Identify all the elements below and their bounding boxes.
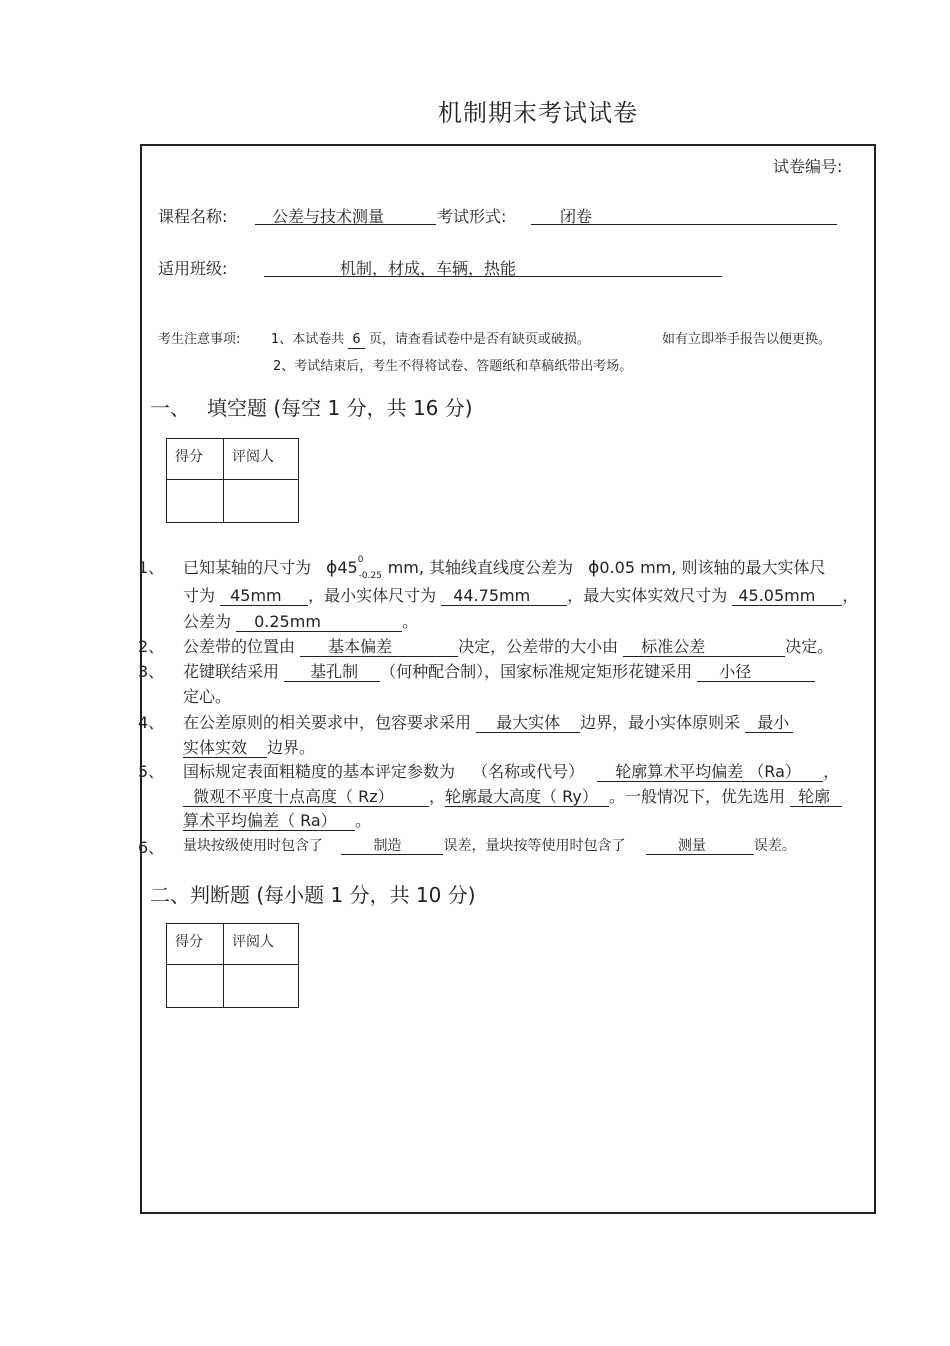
q4-answer-2-part2: 实体实效 [183,739,267,758]
q4-post: 边界。 [267,738,316,757]
q5-answer-4-part2: 算术平均偏差（ Ra） [183,812,355,831]
q3-line2: 定心。 [183,687,232,706]
q1-number: 1、 [138,558,165,577]
q4-answer-1: 最大实体 [476,714,580,733]
q3-pre: 花键联结采用 [183,662,280,681]
exam-form-value: 闭卷 [560,207,593,226]
q1-line2-end: ， [842,586,859,605]
q3-line1 [183,659,815,682]
grade-score-label: 得分 [175,449,203,465]
notes-pages: 6 [348,333,364,349]
notes-line1-pre: 1、本试卷共 [271,332,345,347]
q1-pre: 已知某轴的尺寸为 [183,558,312,577]
q6-line [183,835,796,855]
course-value: 公差与技术测量 [272,207,385,226]
phi-symbol: ϕ [326,558,338,578]
q4-mid: 边界，最小实体原则采 [580,713,741,732]
q6-answer-2: 测量 [646,838,754,855]
page-title: 机制期末考试试卷 [438,99,638,127]
q1-answer-virtual-size: 45.05mm [732,587,842,606]
q1-line2-mid2: ，最大实体实效尺寸为 [567,586,728,605]
q2-answer-1: 基本偏差 [300,638,458,657]
q2-answer-2: 标准公差 [623,638,785,657]
grade-score-cell [167,965,224,1008]
grade-reviewer-label: 评阅人 [232,449,274,465]
q2-mid: 决定，公差带的大小由 [458,637,619,656]
notes-line1-post: 页，请查看试卷中是否有缺页或破损。 [368,332,590,347]
q1-lower-tol: -0.25 [358,571,382,581]
q1-tol-val: 0.05 mm, [599,558,677,577]
q4-line2 [183,735,315,758]
q5-line3 [183,808,371,831]
section1-title: 填空题 (每空 1 分，共 16 分) [207,396,473,420]
q6-post: 误差。 [753,838,796,854]
notes-line1 [271,328,590,349]
q4-answer-2-part1: 最小 [745,714,793,733]
classes-label: 适用班级: [158,259,228,278]
q5-answer-1: 轮廓算术平均偏差 （Ra） [597,763,823,782]
q4-line1 [183,710,793,733]
exam-form-label: 考试形式: [437,207,507,226]
q1-line3 [183,609,418,632]
q1-answer-min-material: 44.75mm [441,587,567,606]
q5-answer-2: 微观不平度十点高度（ Rz） [183,788,429,807]
q5-answer-4-part1: 轮廓 [790,788,842,807]
q1-line2-pre: 寸为 [183,586,216,605]
q1-line1 [183,555,826,581]
q5-mid: 。一般情况下，优先选用 [609,787,786,806]
q5-pre: 国标规定表面粗糙度的基本评定参数为 [183,762,456,781]
q1-line3-pre: 公差为 [183,612,232,631]
q6-pre: 量块按级使用时包含了 [183,838,323,854]
q3-mid: （何种配合制），国家标准规定矩形花键采用 [380,662,693,681]
grade-reviewer-label: 评阅人 [232,934,274,950]
grade-score-cell [167,480,224,523]
q2-pre: 公差带的位置由 [183,637,296,656]
phi-symbol: ϕ [588,558,600,578]
notes-line1-tail: 如有立即举手报告以便更换。 [662,332,832,347]
section2-grade-box [166,923,299,1008]
q5-end: 。 [355,811,372,830]
q3-number: 3、 [138,662,165,681]
q3-answer-1: 基孔制 [284,663,380,682]
q5-number: 5、 [138,762,165,781]
q1-upper-tol: 0 [357,555,364,565]
q4-number: 4、 [138,713,165,732]
q1-line2-mid1: ，最小实体尺寸为 [308,586,437,605]
q5-paren: （名称或代号） [472,762,585,781]
q1-mid: 其轴线直线度公差为 [429,558,574,577]
section2-title: 二、判断题 (每小题 1 分，共 10 分) [150,883,476,907]
q5-comma: ， [823,762,840,781]
grade-reviewer-cell [224,480,299,523]
grade-score-label: 得分 [175,934,203,950]
q1-answer-tolerance: 0.25mm [236,613,402,632]
q5-line2: 微观不平度十点高度（ Rz） ，轮廓最大高度（ Ry） 。一般情况下，优先选用 轮廓 [183,784,842,807]
q3-answer-2: 小径 [697,663,815,682]
q6-number: 6、 [138,838,165,857]
q6-answer-1: 制造 [341,838,443,855]
q5-line1 [183,759,839,782]
notes-label: 考生注意事项: [158,332,241,347]
q6-mid: 误差，量块按等使用时包含了 [443,838,626,854]
q1-dim: 45 [337,558,358,577]
classes-value: 机制，材成，车辆，热能 [340,259,517,278]
q2-post: 决定。 [785,637,834,656]
q2-number: 2、 [138,637,165,656]
q1-post: 则该轴的最大实体尺 [681,558,826,577]
q1-line3-end: 。 [402,612,419,631]
grade-reviewer-cell [224,965,299,1008]
q4-pre: 在公差原则的相关要求中，包容要求采用 [183,713,472,732]
section1-grade-box [166,438,299,523]
q2-line [183,634,833,657]
q1-unit: mm, [387,558,424,577]
q5-answer-3: 轮廓最大高度（ Ry） [445,788,609,807]
notes-line2: 2、考试结束后，考生不得将试卷、答题纸和草稿纸带出考场。 [273,359,633,374]
q1-answer-max-material: 45mm [220,587,308,606]
q1-line2 [183,583,858,606]
paper-number-label: 试卷编号: [773,157,843,176]
course-label: 课程名称: [158,207,228,226]
section1-number: 一、 [150,396,190,420]
